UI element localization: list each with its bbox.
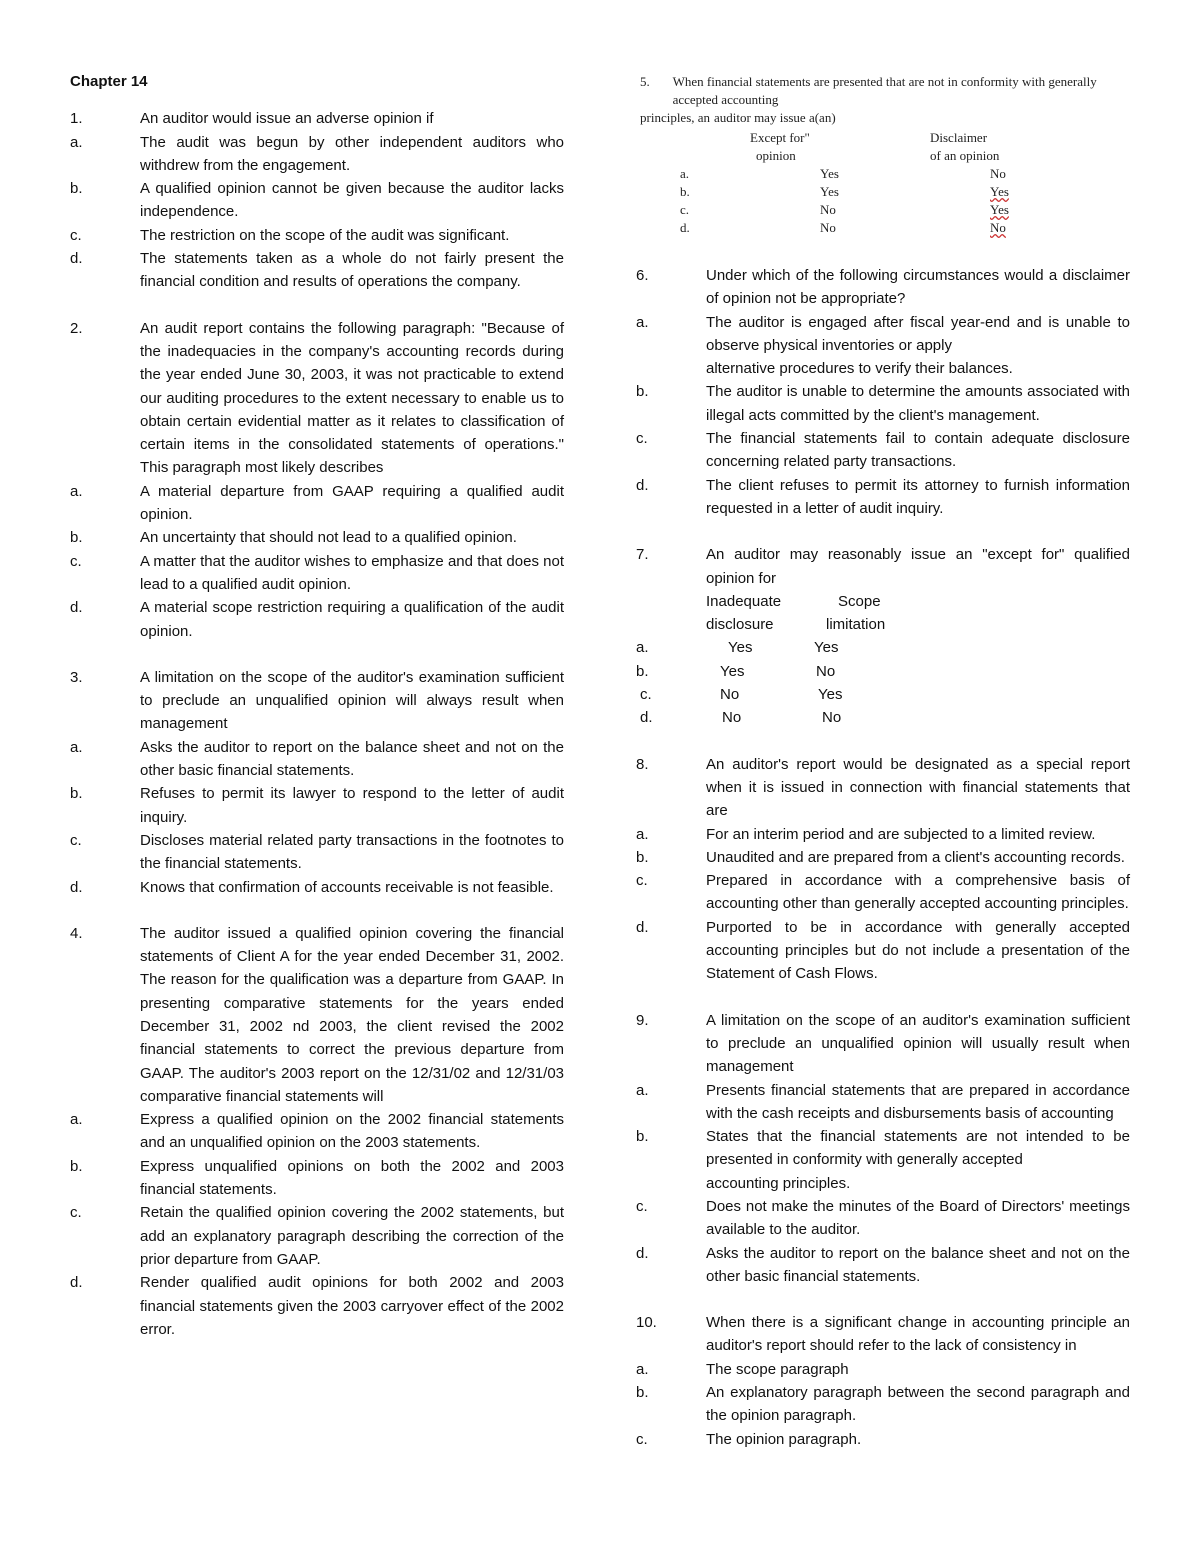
question-number: 5. <box>640 74 650 89</box>
option-letter: a. <box>636 313 649 331</box>
option-letter: c. <box>70 552 82 570</box>
option-letter: a. <box>636 825 649 843</box>
column-header-disclaimer: Disclaimer <box>930 130 988 145</box>
question-4 <box>70 922 564 1341</box>
option-letter: d. <box>636 476 649 494</box>
column-header-disclosure: disclosure <box>706 616 774 634</box>
question-number: 10. <box>636 1314 657 1332</box>
option-letter: a. <box>636 1081 649 1099</box>
question-stem: A limitation on the scope of the auditor's examination sufficient to preclude an unqualified opinion will always result when management <box>140 668 564 733</box>
question-stem: An auditor's report would be designated as a special report when it is issued in connection with financial statements that are <box>706 755 1130 820</box>
option-letter: b. <box>636 662 649 680</box>
option-letter: b. <box>636 383 649 401</box>
question-7 <box>636 543 1130 729</box>
chapter-title: Chapter 14 <box>70 73 148 90</box>
option-letter: b. <box>70 529 83 547</box>
question-stem-cont: principles, an <box>640 110 711 125</box>
option-letter: d. <box>70 250 83 268</box>
option-d: Purported to be in accordance with generally accepted accounting principles but do not include a presentation of the Statement of Cash Flows. <box>706 918 1130 983</box>
right-column <box>636 264 1130 1451</box>
option-letter: a. <box>70 133 83 151</box>
option-b: An uncertainty that should not lead to a qualified opinion. <box>140 529 517 547</box>
option-b: An explanatory paragraph between the second paragraph and the opinion paragraph. <box>706 1384 1130 1425</box>
option-letter: b. <box>70 180 83 198</box>
option-letter: b. <box>636 848 649 866</box>
option-d: A material scope restriction requiring a qualification of the audit opinion. <box>140 599 564 640</box>
option-c: The financial statements fail to contain adequate disclosure concerning related party transactions. <box>706 430 1130 471</box>
table-cell: Yes <box>728 639 753 657</box>
question-10 <box>636 1311 1130 1451</box>
question-number: 8. <box>636 755 649 773</box>
option-c: The restriction on the scope of the audit was significant. <box>140 226 510 244</box>
option-letter: d. <box>70 878 83 896</box>
option-c: A matter that the auditor wishes to emphasize and that does not lead to a qualified audit opinion. <box>140 552 564 593</box>
option-b: Refuses to permit its lawyer to respond to the letter of audit inquiry. <box>140 785 564 826</box>
option-a: Asks the auditor to report on the balance sheet and not on the other basic financial statements. <box>140 738 564 780</box>
option-a: Express a qualified opinion on the 2002 financial statements and an unqualified opinion on the 2003 statements. <box>140 1111 564 1152</box>
option-letter: a. <box>70 738 83 756</box>
option-letter: d. <box>636 1244 649 1262</box>
option-letter: c. <box>70 831 82 849</box>
table-cell: Yes <box>720 662 745 680</box>
table-cell: No <box>990 166 1006 181</box>
question-5 <box>640 73 1130 237</box>
table-cell: No <box>822 709 842 727</box>
table-cell: No <box>816 662 836 680</box>
option-b: States that the financial statements are not intended to be presented in conformity with generally accepted <box>706 1128 1130 1169</box>
column-header-limitation: limitation <box>826 616 886 634</box>
left-column <box>70 70 564 1341</box>
option-letter: c. <box>636 1430 648 1448</box>
option-letter: b. <box>70 785 83 803</box>
table-cell: No <box>820 220 836 235</box>
option-d: Asks the auditor to report on the balance sheet and not on the other basic financial statements. <box>706 1244 1130 1285</box>
option-letter: c. <box>636 430 648 448</box>
question-1 <box>70 107 564 293</box>
question-stem: Under which of the following circumstances would a disclaimer of opinion not be appropriate? <box>706 267 1130 308</box>
question-number: 2. <box>70 319 83 337</box>
option-c: Retain the qualified opinion covering the 2002 statements, but add an explanatory paragraph describing the correction of the prior departure from GAAP. <box>140 1204 564 1268</box>
option-letter: d. <box>70 1274 83 1292</box>
option-letter: a. <box>636 1360 649 1378</box>
option-a: The auditor is engaged after fiscal year-end and is unable to observe physical inventories or apply <box>706 313 1130 354</box>
option-a: The audit was begun by other independent auditors who withdrew from the engagement. <box>140 133 564 174</box>
option-letter: b. <box>636 1384 649 1402</box>
option-d: The statements taken as a whole do not fairly present the financial condition and results of operations the company. <box>140 250 564 291</box>
option-letter: d. <box>70 599 83 617</box>
option-letter: d. <box>636 918 649 936</box>
option-letter: b. <box>70 1157 83 1175</box>
option-letter: c. <box>70 226 82 244</box>
option-a: For an interim period and are subjected to a limited review. <box>706 825 1096 843</box>
option-a: Presents financial statements that are prepared in accordance with the cash receipts and disbursements basis of accounting <box>706 1081 1130 1122</box>
table-cell: Yes <box>818 686 843 704</box>
option-b-cont: accounting principles. <box>706 1174 851 1192</box>
option-letter: c. <box>640 686 652 704</box>
question-number: 9. <box>636 1011 649 1029</box>
option-a: The scope paragraph <box>706 1360 849 1378</box>
option-letter: a. <box>70 482 83 500</box>
question-6 <box>636 264 1130 520</box>
option-a-cont: alternative procedures to verify their balances. <box>706 360 1013 378</box>
option-c: The opinion paragraph. <box>706 1430 862 1448</box>
option-letter: c. <box>636 872 648 890</box>
question-stem: A limitation on the scope of an auditor's examination sufficient to preclude an unqualified opinion will usually result when management <box>706 1011 1130 1076</box>
column-header-except-for-2: opinion <box>756 148 796 163</box>
question-3 <box>70 666 564 899</box>
option-letter: d. <box>680 220 690 235</box>
question-stem: When there is a significant change in accounting principle an auditor's report should refer to the lack of consistency in <box>706 1314 1130 1355</box>
option-b: The auditor is unable to determine the amounts associated with illegal acts committed by the client's management. <box>706 383 1130 424</box>
option-letter: b. <box>680 184 690 199</box>
column-header-scope: Scope <box>838 592 881 610</box>
question-number: 4. <box>70 924 83 942</box>
table-cell: Yes <box>820 184 839 199</box>
option-d: The client refuses to permit its attorney to furnish information requested in a letter of audit inquiry. <box>706 476 1130 517</box>
option-d: Knows that confirmation of accounts receivable is not feasible. <box>140 878 554 896</box>
column-header-except-for: Except for" <box>750 130 810 145</box>
option-c: Does not make the minutes of the Board of Directors' meetings available to the auditor. <box>706 1197 1130 1239</box>
option-letter: b. <box>636 1128 649 1146</box>
column-header-inadequate: Inadequate <box>706 592 782 610</box>
question-stem: An audit report contains the following paragraph: "Because of the inadequacies in the company's accounting records during the year ended June 30, 2003, it was not practicable to extend our auditing procedures to the extent necessary to enable us to obtain certain evidential matter as it relates to classification of certain items in the consolidated statements of operations." This paragraph most likely describes <box>140 319 564 477</box>
question-stem: The auditor issued a qualified opinion covering the financial statements of Client A for the year ended December 31, 2002. The reason for the qualification was a departure from GAAP. In presenting comparative statements for the years ended December 31, 2002 nd 2003, the client revised the 2002 financial statements to correct the previous departure from GAAP. The auditor's 2003 report on the 12/31/02 and 12/31/03 comparative financial statements will <box>140 924 564 1105</box>
option-c: Prepared in accordance with a comprehensive basis of accounting other than generally accepted accounting principles. <box>706 872 1130 913</box>
option-a: A material departure from GAAP requiring a qualified audit opinion. <box>140 482 564 524</box>
table-cell: No <box>722 709 742 727</box>
question-number: 3. <box>70 668 83 686</box>
question-stem: An auditor may reasonably issue an "except for" qualified opinion for <box>706 546 1130 587</box>
question-stem-cont: auditor may issue a(an) <box>714 110 836 125</box>
question-8 <box>636 753 1130 986</box>
question-2 <box>70 317 564 643</box>
option-letter: a. <box>636 639 649 657</box>
option-b: Express unqualified opinions on both the 2002 and 2003 financial statements. <box>140 1157 564 1199</box>
option-b: Unaudited and are prepared from a client's accounting records. <box>706 848 1125 866</box>
option-d: Render qualified audit opinions for both 2002 and 2003 financial statements given the 2003 carryover effect of the 2002 error. <box>140 1274 564 1338</box>
table-cell: Yes <box>820 166 839 181</box>
table-cell: Yes <box>990 202 1009 217</box>
option-letter: d. <box>640 709 653 727</box>
table-cell: No <box>720 686 740 704</box>
table-cell: No <box>990 220 1006 235</box>
option-c: Discloses material related party transactions in the footnotes to the financial statements. <box>140 831 564 873</box>
question-stem: An auditor would issue an adverse opinion if <box>140 110 434 128</box>
option-letter: c. <box>70 1204 82 1222</box>
question-stem: When financial statements are presented that are not in conformity with generally accepted accounting <box>672 74 1097 107</box>
column-header-disclaimer-2: of an opinion <box>930 148 1000 163</box>
question-number: 6. <box>636 267 649 284</box>
table-cell: No <box>820 202 836 217</box>
option-letter: a. <box>680 166 690 181</box>
option-letter: a. <box>70 1111 83 1129</box>
question-9 <box>636 1009 1130 1289</box>
option-letter: c. <box>680 202 690 217</box>
option-b: A qualified opinion cannot be given because the auditor lacks independence. <box>140 180 564 221</box>
question-number: 1. <box>70 110 83 128</box>
question-number: 7. <box>636 546 649 564</box>
option-letter: c. <box>636 1197 648 1215</box>
table-cell: Yes <box>990 184 1009 199</box>
table-cell: Yes <box>814 639 839 657</box>
